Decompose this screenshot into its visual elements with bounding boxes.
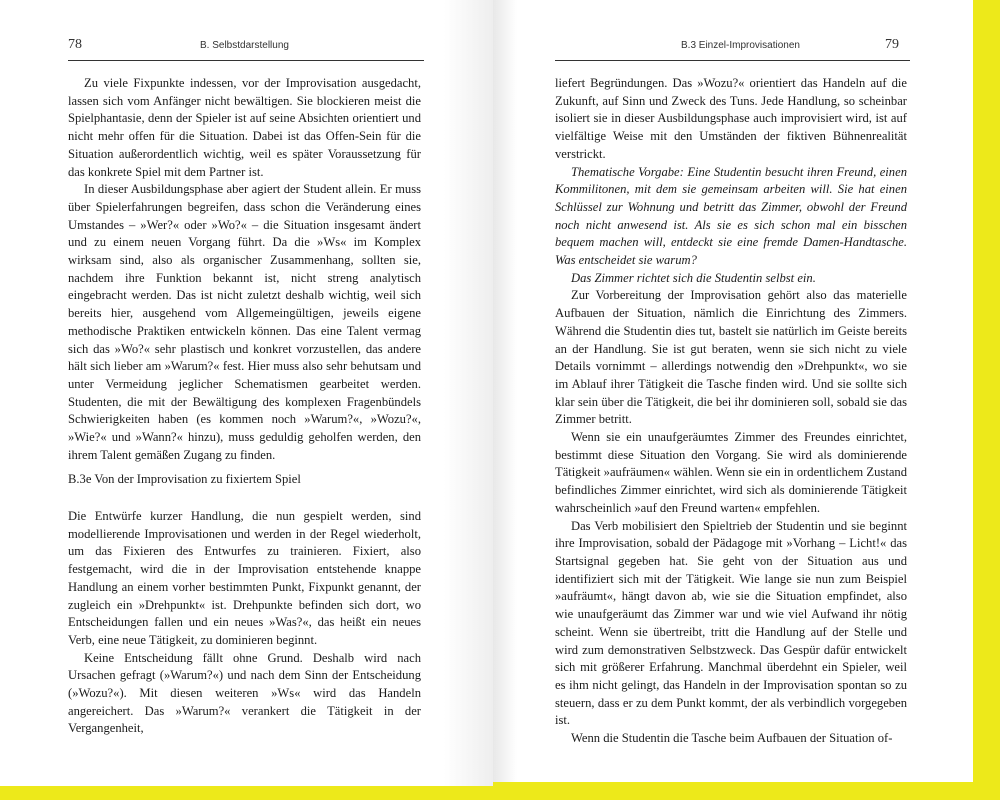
paragraph: In dieser Ausbildungsphase aber agiert der Student allein. Er muss über Spielerfahrungen begreifen, dass schon die Veränderung eines Umstandes – »Wer?« oder »Wo?« – die Situation insgesamt ändert und zu einem neuen Vorgang führt. Da die »Ws« im Komplex wirksam sind, also als organischer Zusammenhang, sollten sie, nachdem ihre Funktion bekannt ist, nicht streng analytisch eingebracht werden. Das ist nicht zuletzt deshalb wichtig, weil sich bereits hier, ausgehend vom Allgemeingültigen, jeweils eigene methodische Praktiken entwickeln können. Das eine Talent vermag sich das »Wo?« sehr plastisch und konkret vorzustellen, das andere hält sich lieber am »Warum?« fest. Hier muss also sehr behutsam und unter Vermeidung jeglicher Schematismen gearbeitet werden. Studenten, die mit der Bewältigung des komplexen Fragenbündels Schwierigkeiten haben (es kommen noch »Warum?«, »Wozu?«, »Wie?« und »Wann?« hinzu), muss geduldig geholfen werden, den ihrem Talent gemäßen Zugang zu finden.	[68, 182, 421, 462]
paragraph: Das Verb mobilisiert den Spieltrieb der Studentin und sie beginnt ihre Improvisation, sobald der Pädagoge mit »Vorhang – Licht!« das Startsignal gegeben hat. Sie geht von der Situation aus und identifiziert sich mit der Tätigkeit. Wie lange sie nun zum Beispiel »aufräumt«, hängt davon ab, wie sie die Situation empfindet, also wie unaufgeräumt das Zimmer war und wie viel Aufwand ihr nötig scheint. Wenn sie übertreibt, tritt die Handlung auf der Stelle und wird zum demonstrativen Selbstzweck. Das Gespür dafür entwickelt sich mit größerer Erfahrung. Manchmal überdehnt ein Spieler, weil es ihm nicht gelingt, das Handeln in der Improvisation spontan so zu steuern, dass er zu dem Punkt kommt, der als verbindlich vorgegeben ist.	[555, 518, 907, 728]
section-heading: B.3e Von der Improvisation zu fixiertem Spiel	[68, 472, 301, 486]
paragraph: Die Entwürfe kurzer Handlung, die nun gespielt werden, sind modellierende Improvisationen und werden in der Regel wiederholt, um das Fixieren des Entwurfes zu trainieren. Fixiert, also festgemacht, wird die in der Improvisation entstehende knappe Handlung an einem vorher bestimmten Punkt, Fixpunkt genannt, der zugleich ein »Drehpunkt« ist. Drehpunkte befinden sich dort, wo Entscheidungen fallen und ein neues »Was?«, das heißt ein neues Verb, eine neue Tätigkeit, zu dominieren beginnt.	[68, 509, 421, 647]
page-number: 79	[885, 37, 899, 52]
right-page-header	[555, 37, 909, 60]
running-head: B.3 Einzel-Improvisationen	[681, 40, 800, 51]
paragraph: Zu viele Fixpunkte indessen, vor der Improvisation ausgedacht, lassen sich vom Anfänger nicht bewältigen. Sie blockieren meist die Spielphantasie, denn der Spieler ist auf seine Absichten orientiert und nicht mehr offen für die Situation. Dabei ist das Offen-Sein für die Situation außerordentlich wichtig, weil es später Voraussetzung für das konkrete Spiel mit dem Partner ist.	[68, 76, 421, 179]
paragraph: liefert Begründungen. Das »Wozu?« orientiert das Handeln auf die Zukunft, auf Sinn und Zweck des Tuns. Jede Handlung, so scheinbar isoliert sie in dieser Ausbildungsphase auch improvisiert wird, ist auf vielfältige Weise mit den Umständen der fiktiven Bühnenrealität verstrickt.	[555, 76, 907, 161]
italic-paragraph: Das Zimmer richtet sich die Studentin selbst ein.	[571, 270, 816, 285]
right-text-block	[555, 75, 907, 748]
left-page-header	[68, 37, 418, 60]
italic-paragraph: Thematische Vorgabe: Eine Studentin besucht ihren Freund, einen Kommilitonen, mit dem sie gemeinsam arbeiten will. Sie hat einen Schlüssel zur Wohnung und betritt das Zimmer, obwohl der Freund noch nicht anwesend ist. Als sie es sich schon mal ein bisschen bequem machen will, entdeckt sie eine fremde Damen-Handtasche. Was entscheidet sie warum?	[555, 164, 907, 268]
running-head: B. Selbstdarstellung	[200, 40, 289, 51]
left-page	[0, 0, 493, 786]
header-rule	[68, 60, 424, 61]
paragraph: Keine Entscheidung fällt ohne Grund. Deshalb wird nach Ursachen gefragt (»Warum?«) und nach dem Sinn der Entscheidung (»Wozu?«). Mit diesen weiteren »Ws« wird das Handeln angereichert. Das »Warum?« verankert die Tätigkeit in der Vergangenheit,	[68, 650, 421, 736]
paragraph: Wenn sie ein unaufgeräumtes Zimmer des Freundes einrichtet, bestimmt diese Situation den Vorgang. Sie wird als dominierende Tätigkeit »aufräumen« wählen. Wenn sie ein in ordentlichem Zustand befindliches Zimmer einrichtet, wird sich als dominierende Tätigkeit wahrscheinlich »auf den Freund warten« empfehlen.	[555, 430, 907, 515]
left-text-block-lower	[68, 508, 421, 738]
book-edge-bottom	[0, 786, 1000, 800]
header-rule	[555, 60, 910, 61]
right-page	[493, 0, 973, 782]
paragraph: Zur Vorbereitung der Improvisation gehört also das materielle Aufbauen der Situation, nämlich die Einrichtung des Zimmers. Während die Studentin dies tut, bastelt sie natürlich im Geiste bereits an der Handlung. Sie ist gut beraten, wenn sie sich nicht zu viele Details vornimmt – allerdings notwendig den »Drehpunkt«, wo sie im Ablauf ihrer Tätigkeit die Tasche finden wird. Und sie sollte sich klar sein über die Tätigkeit, die bei ihr dominieren soll, sobald sie das Zimmer betritt.	[555, 288, 907, 427]
book-edge	[973, 0, 1000, 800]
left-text-block	[68, 75, 421, 464]
paragraph: Wenn die Studentin die Tasche beim Aufbauen der Situation of-	[571, 731, 893, 746]
page-number: 78	[68, 37, 82, 52]
